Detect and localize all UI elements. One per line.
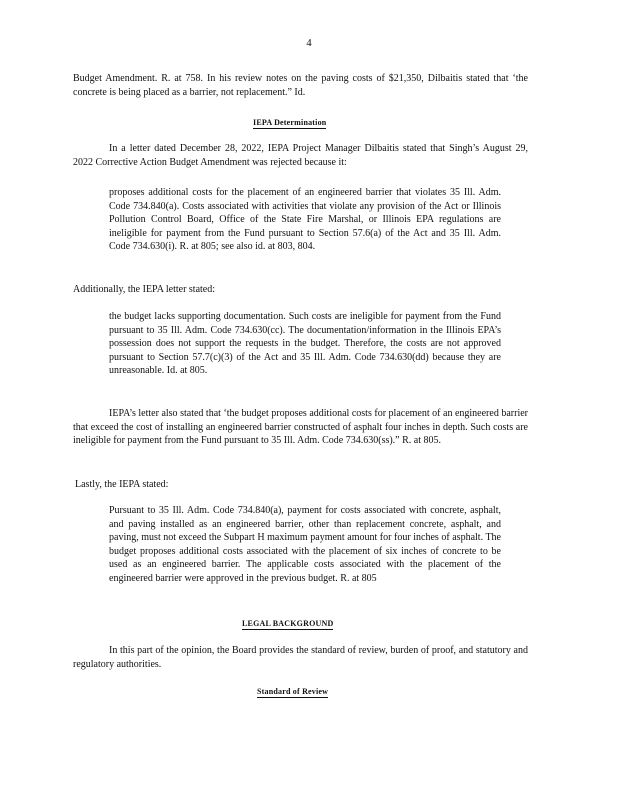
block-quote-supporting-documentation: the budget lacks supporting documentation. Such costs are ineligible for payment from the Fund pursuant to 35 Ill. Adm. Code 734.630(cc). The documentation/information in the Illinois EPA’s possession does not support the requests in the budget. Therefore, the costs are not approved pursuant to Section 57.7(c)(3) of the Act and 35 Ill. Adm. Code 734.630(dd) because they are unreasonable. Id. at 805. <box>109 311 501 376</box>
paragraph-opinion-overview: In this part of the opinion, the Board provides the standard of review, burden of proof, and statutory and regulatory authorities. <box>73 645 528 670</box>
heading-iepa-determination <box>253 118 326 129</box>
paragraph-lastly: Lastly, the IEPA stated: <box>75 479 169 490</box>
block-quote-engineered-barrier: proposes additional costs for the placement of an engineered barrier that violates 35 Ill. Adm. Code 734.840(a). Costs associated with activities that violate any provision of the Act or Illinois Pollution Control Board, Office of the State Fire Marshal, or Illinois EPA regulations are ineligible for payment from the Fund pursuant to Section 57.6(a) of the Act and 35 Ill. Adm. Code 734.630(i). R. at 805; see also id. at 803, 804. <box>109 187 501 252</box>
heading-standard-of-review <box>257 687 328 698</box>
paragraph-budget-amendment: Budget Amendment. R. at 758. In his review notes on the paving costs of $21,350, Dilbaitis stated that ‘the concrete is being placed as a barrier, not replacement.” Id. <box>73 73 528 98</box>
block-quote-asphalt-maximum: Pursuant to 35 Ill. Adm. Code 734.840(a), payment for costs associated with concrete, asphalt, and paving installed as an engineered barrier, other than replacement concrete, asphalt, and paving, must not exceed the Subpart H maximum payment amount for four inches of asphalt. The budget proposes additional costs associated with the placement of six inches of concrete to be used as an engineered barrier. The applicable costs associated with the placement of the engineered barrier were approved in the previous budget. R. at 805 <box>109 505 501 584</box>
heading-iepa-determination-text: IEPA Determination <box>253 118 327 127</box>
paragraph-additionally: Additionally, the IEPA letter stated: <box>73 284 216 295</box>
paragraph-iepa-letter-also: IEPA’s letter also stated that ‘the budget proposes additional costs for placement of an engineered barrier that exceed the cost of installing an engineered barrier constructed of asphalt four inches in depth. Such costs are ineligible for payment from the Fund pursuant to 35 Ill. Adm. Code 734.630(ss).” R. at 805. <box>73 408 528 446</box>
heading-standard-of-review-text: Standard of Review <box>257 687 329 696</box>
page-number: 4 <box>306 38 312 49</box>
paragraph-letter-december: In a letter dated December 28, 2022, IEPA Project Manager Dilbaitis stated that Singh’s August 29, 2022 Corrective Action Budget Amendment was rejected because it: <box>73 143 528 168</box>
heading-legal-background-text: LEGAL BACKGROUND <box>242 619 334 628</box>
heading-legal-background <box>242 619 333 630</box>
